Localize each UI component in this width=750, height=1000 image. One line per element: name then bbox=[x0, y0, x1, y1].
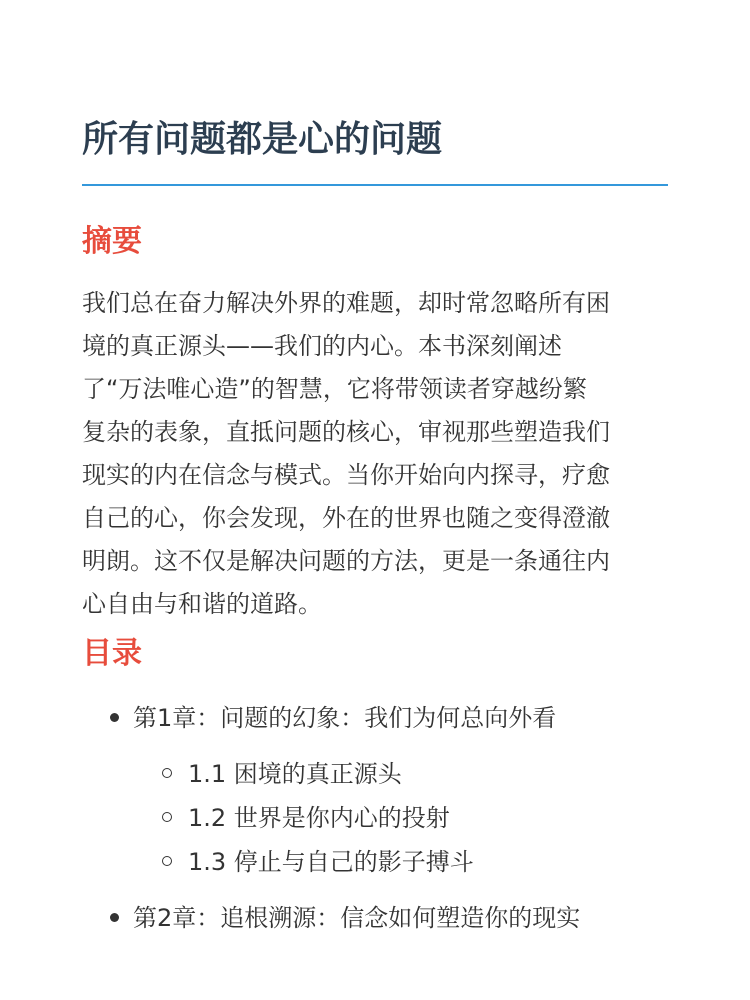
bullet-circle-icon bbox=[162, 856, 172, 866]
summary-line: 自己的心，你会发现，外在的世界也随之变得澄澈 bbox=[82, 504, 610, 532]
bullet-circle-icon bbox=[162, 812, 172, 822]
summary-heading: 摘要 bbox=[82, 224, 142, 259]
bullet-circle-icon bbox=[162, 768, 172, 778]
toc-heading: 目录 bbox=[82, 636, 142, 671]
summary-line: 我们总在奋力解决外界的难题，却时常忽略所有困 bbox=[82, 289, 610, 317]
toc-chapter-item bbox=[110, 702, 556, 734]
summary-line: 境的真正源头——我们的内心。本书深刻阐述 bbox=[82, 332, 562, 360]
toc-section-item bbox=[162, 846, 474, 878]
page-title: 所有问题都是心的问题 bbox=[82, 119, 443, 160]
summary-line: 了“万法唯心造”的智慧，它将带领读者穿越纷繁 bbox=[82, 375, 587, 403]
bullet-disc-icon bbox=[110, 713, 119, 722]
summary-line: 心自由与和谐的道路。 bbox=[82, 590, 322, 618]
bullet-disc-icon bbox=[110, 913, 119, 922]
toc-section-item bbox=[162, 758, 402, 790]
title-divider bbox=[82, 184, 668, 186]
toc-chapter-label: 第1章：问题的幻象：我们为何总向外看 bbox=[133, 704, 557, 732]
summary-line: 现实的内在信念与模式。当你开始向内探寻，疗愈 bbox=[82, 461, 610, 489]
toc-section-label: 1.2 世界是你内心的投射 bbox=[188, 804, 450, 832]
summary-paragraph bbox=[82, 282, 668, 626]
summary-line: 复杂的表象，直抵问题的核心，审视那些塑造我们 bbox=[82, 418, 610, 446]
summary-line: 明朗。这不仅是解决问题的方法，更是一条通往内 bbox=[82, 547, 610, 575]
toc-section-label: 1.1 困境的真正源头 bbox=[188, 760, 402, 788]
toc-section-item bbox=[162, 802, 450, 834]
toc-chapter-label: 第2章：追根溯源：信念如何塑造你的现实 bbox=[133, 904, 581, 932]
toc-chapter-item bbox=[110, 902, 580, 934]
toc-section-label: 1.3 停止与自己的影子搏斗 bbox=[188, 848, 474, 876]
